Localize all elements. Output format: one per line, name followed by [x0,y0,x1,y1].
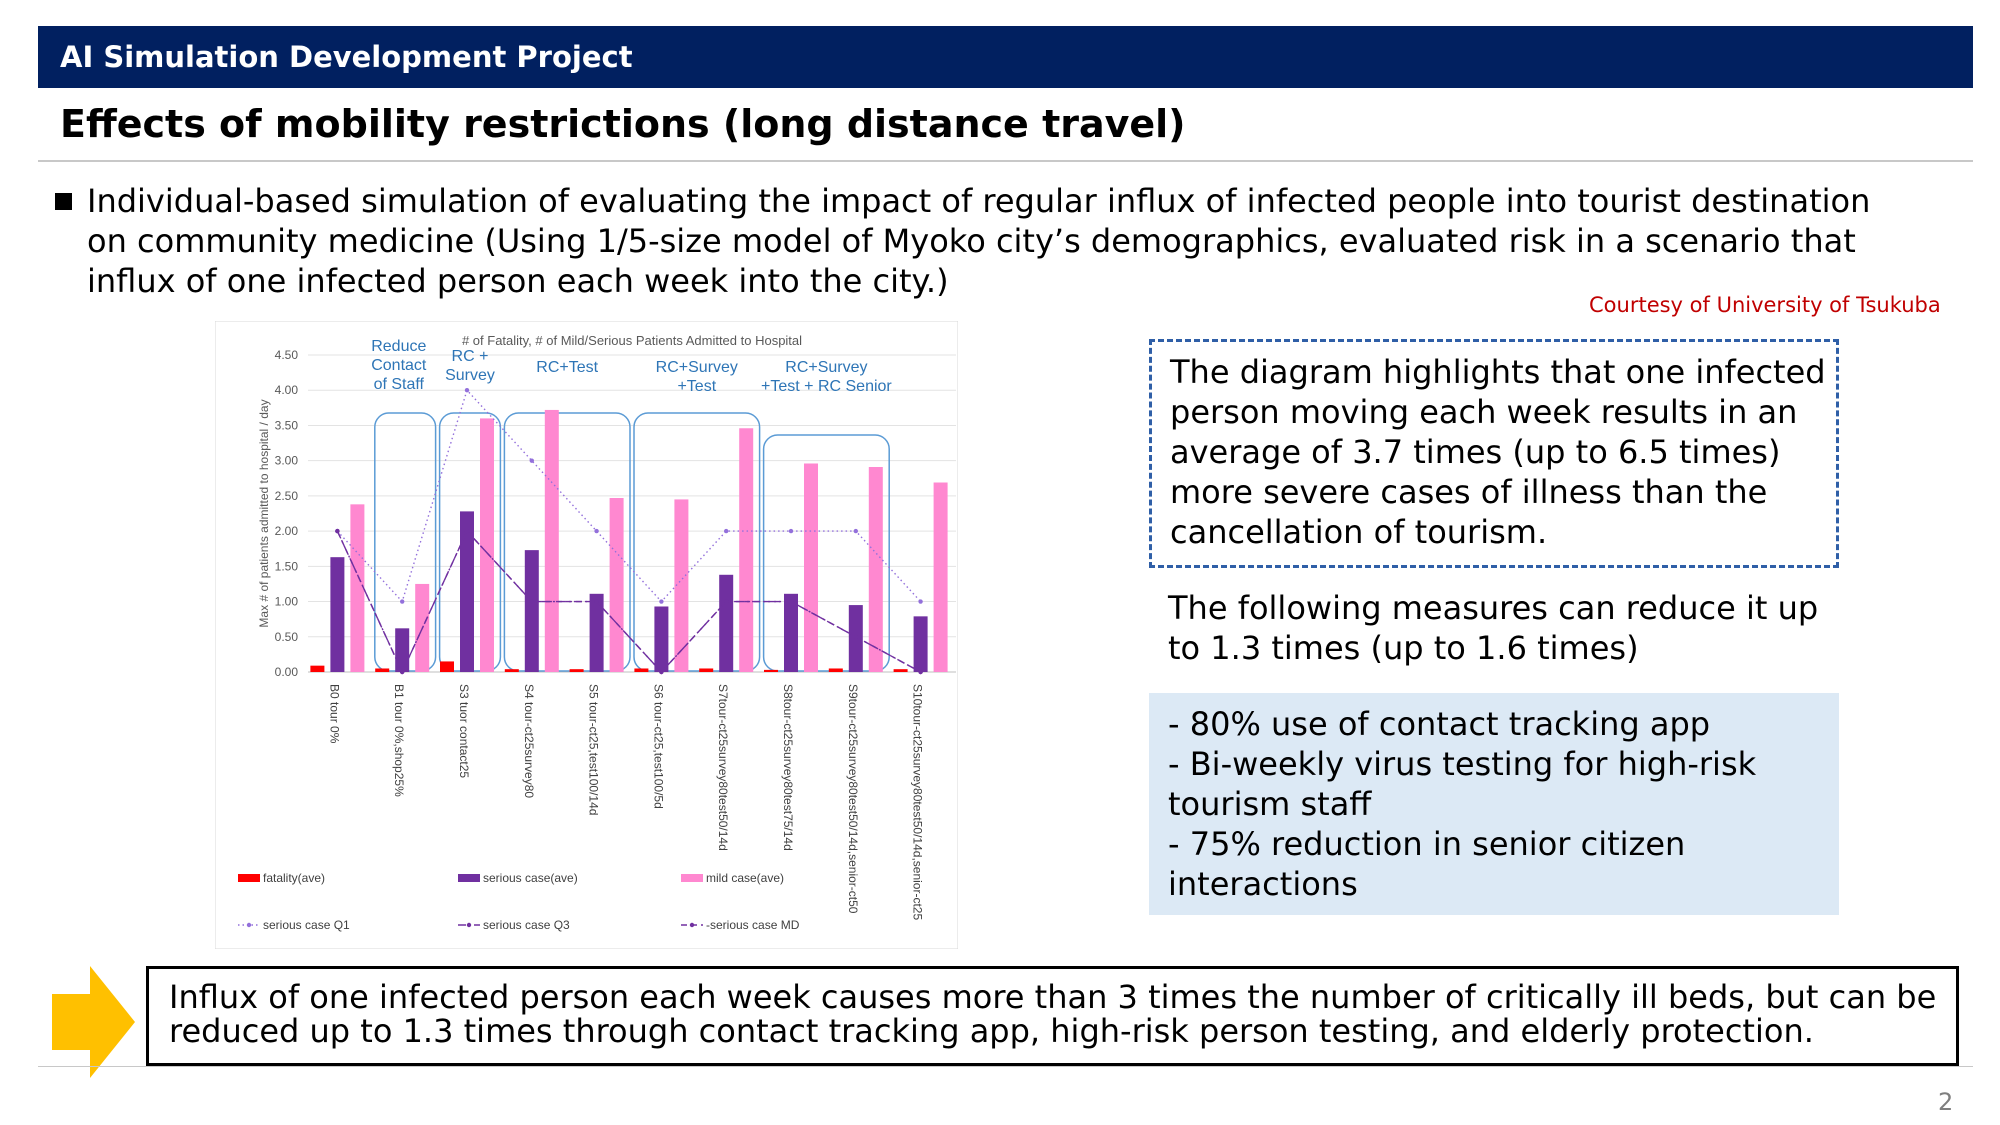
bar-fatality-ave- [505,669,519,672]
x-tick-label: S5 tour-ct25,test100/14d [586,684,601,816]
slide-title: Effects of mobility restrictions (long distance travel) [60,102,1186,146]
bar-mild-case-ave- [610,498,624,672]
group-label: RC+Test [536,359,599,376]
legend-label: -serious case MD [706,918,800,932]
line-point [400,670,404,674]
measures-list [1149,693,1839,915]
bar-mild-case-ave- [350,504,364,672]
legend-swatch-point [690,923,694,927]
legend-swatch-point [467,923,471,927]
y-tick-label: 0.00 [274,665,298,679]
group-label: RC + [451,348,489,365]
header-bar [38,26,1973,88]
project-label: AI Simulation Development Project [60,40,633,74]
line-point [659,670,663,674]
measure-item: - 75% reduction in senior citizen interactions [1168,825,1686,903]
bar-fatality-ave- [829,668,843,672]
page-number: 2 [1938,1088,1954,1116]
bar-mild-case-ave- [545,410,559,672]
y-tick-label: 0.50 [274,629,298,644]
line-point [854,635,858,639]
bar-mild-case-ave- [869,467,883,672]
y-tick-label: 3.00 [274,453,298,468]
bar-serious-case-ave- [654,606,668,672]
legend-label: mild case(ave) [706,871,785,885]
group-label: RC+Survey [655,359,738,376]
legend-label: fatality(ave) [263,871,326,885]
bar-mild-case-ave- [934,483,948,672]
chart-panel [215,321,958,949]
conclusion-box: Influx of one infected person each week causes more than 3 times the number of critically ill beds, but can be reduced up to 1.3 times through contact tracking app, high-risk person testing, and elderly protection. [146,966,1959,1066]
bar-mild-case-ave- [480,418,494,672]
x-tick-label: S8tour-ct25survey80test75/14d [781,684,795,851]
y-tick-label: 2.50 [274,488,298,503]
bar-fatality-ave- [894,669,908,672]
x-tick-label: B1 tour 0%,shop25% [392,684,407,797]
bar-fatality-ave- [375,668,389,672]
chart-title: # of Fatality, # of Mild/Serious Patients Admitted to Hospital [461,333,803,348]
bar-fatality-ave- [634,668,648,672]
line-point [335,529,339,533]
line-point [594,599,598,603]
bar-fatality-ave- [764,670,778,672]
bar-serious-case-ave- [784,594,798,672]
bar-serious-case-ave- [719,575,733,672]
bar-fatality-ave- [310,666,324,672]
y-tick-label: 4.50 [274,348,298,362]
line-point [724,599,728,603]
line-point [789,599,793,603]
bar-serious-case-ave- [395,628,409,672]
x-tick-label: S10tour-ct25survey80test50/14d,senior-ct25 [910,684,925,921]
bar-serious-case-ave- [330,557,344,672]
legend-label: serious case(ave) [483,871,578,885]
bar-serious-case-ave- [525,550,539,672]
line-point [724,529,728,533]
title-divider [38,160,1973,162]
legend-label: serious case Q3 [483,918,570,932]
line-point [918,599,922,603]
line-point [918,670,922,674]
bar-mild-case-ave- [739,428,753,672]
bar-serious-case-ave- [590,594,604,672]
footer-divider [38,1066,1973,1067]
y-tick-label: 4.00 [274,383,298,398]
line-point [530,599,534,603]
group-label: Survey [445,367,495,384]
measure-item: - 80% use of contact tracking app [1168,705,1711,743]
line-point [854,529,858,533]
line-point [789,529,793,533]
simulation-chart [215,321,958,949]
legend-swatch [238,874,260,882]
x-tick-label: S3 tuor contact25 [457,684,471,779]
line-point [530,458,534,462]
y-tick-label: 1.50 [274,559,298,574]
y-tick-label: 3.50 [274,418,298,433]
x-tick-label: S9tour-ct25survey80test50/14d,senior-ct50 [845,684,860,914]
group-label: Contact [371,357,427,374]
bar-fatality-ave- [699,668,713,672]
group-label: of Staff [373,376,425,393]
intro-bullet-text: Individual-based simulation of evaluating the impact of regular influx of infected people into tourist destination on community medicine (Using 1/5-size model of Myoko city’s demographics, evaluated risk in a scenario that influx of one infected person each week into the city.) [87,182,1871,300]
bullet-square-icon [55,193,72,210]
group-label: Reduce [371,338,427,355]
line-point [465,388,469,392]
group-label: +Test + RC Senior [761,378,892,395]
y-tick-label: 1.00 [274,594,298,609]
x-tick-label: S7tour-ct25survey80test50/14d [716,684,731,851]
bar-serious-case-ave- [914,616,928,672]
x-tick-label: S4 tour-ct25survey80 [521,684,536,799]
group-label: RC+Survey [785,359,868,376]
legend-swatch-point [247,923,251,927]
right-arrow-icon [52,966,135,1078]
legend-label: serious case Q1 [263,918,350,932]
bar-mild-case-ave- [804,463,818,672]
line-point [465,529,469,533]
line-point [594,529,598,533]
x-tick-label: S6 tour-ct25,test100/5d [651,684,666,809]
line-point [400,599,404,603]
y-axis-label: Max # of patients admitted to hospital / day [257,399,271,628]
bar-fatality-ave- [570,669,584,672]
legend-swatch [681,874,703,882]
diagram-highlight-callout: The diagram highlights that one infected person moving each week results in an average of 3.7 times (up to 6.5 times) more severe cases of illness than the cancellation of tourism. [1149,339,1839,568]
legend-swatch [458,874,480,882]
y-tick-label: 2.00 [274,524,298,539]
line-point [659,599,663,603]
x-tick-label: B0 tour 0% [327,684,342,744]
courtesy-note: Courtesy of University of Tsukuba [1589,293,1941,317]
measures-lead-text: The following measures can reduce it up to 1.3 times (up to 1.6 times) [1168,589,1819,667]
group-label: +Test [677,378,717,395]
measure-item: - Bi-weekly virus testing for high-risk tourism staff [1168,745,1757,823]
bar-fatality-ave- [440,661,454,672]
